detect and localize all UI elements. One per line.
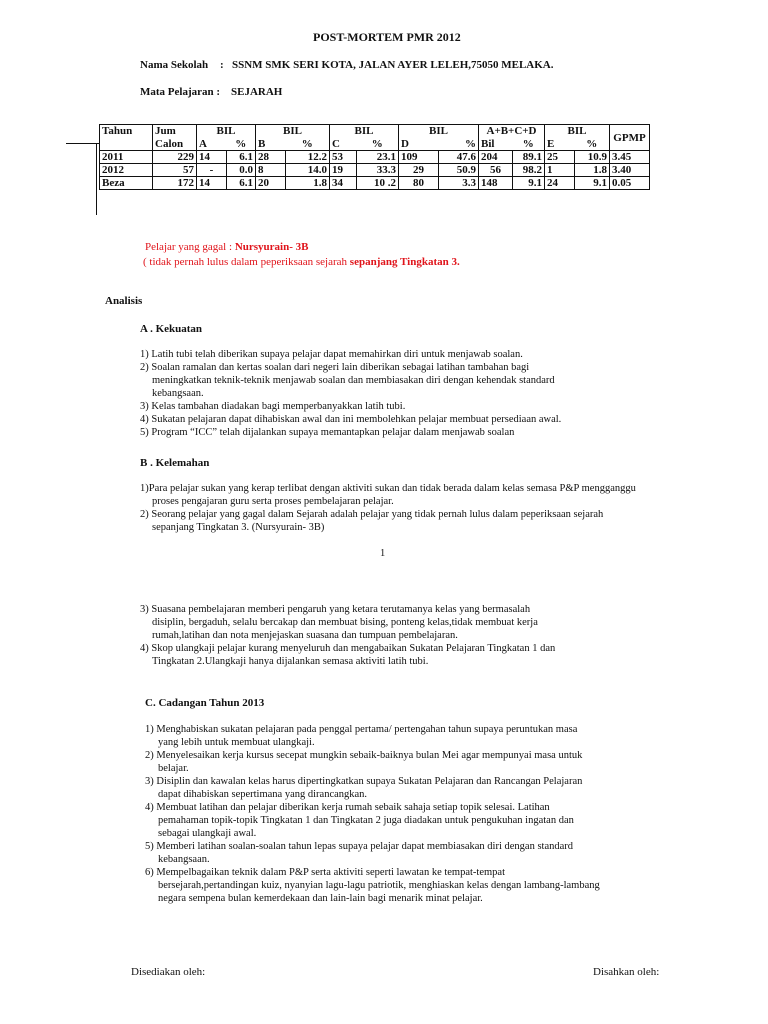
cell-a-pct: 0.0 [227, 164, 256, 177]
list-item: 5) Memberi latihan soalan-soalan tahun lepas supaya pelajar dapat membiasakan diri dengan standard [145, 841, 574, 852]
table-subheader-row [100, 138, 650, 151]
list-item: 3) Suasana pembelajaran memberi pengaruh yang ketara terutamanya kelas yang bermasalah [140, 604, 531, 615]
list-item-continuation: negara sempena bulan kemerdekaan dan lain-lain bagi menarik minat pelajar. [158, 893, 483, 904]
analisis-heading: Analisis [105, 295, 143, 307]
cell-e-pct: 10.9 [575, 151, 610, 164]
list-item-continuation: dapat dihabiskan sepertimana yang dirancangkan. [158, 789, 368, 800]
cell-a-pct: 6.1 [227, 151, 256, 164]
list-item: 1)Para pelajar sukan yang kerap terlibat dengan aktiviti sukan dan tidak berada dalam kelas semasa P&P mengganggu [140, 483, 636, 494]
list-item-continuation: yang lebih untuk membuat ulangkaji. [158, 737, 315, 748]
list-item: 5) Program “ICC” telah dijalankan supaya memantapkan pelajar dalam menjawab soalan [140, 427, 515, 438]
cell-c: 19 [330, 164, 357, 177]
subheader-d: D [399, 138, 439, 151]
kelemahan-list-page2 [140, 603, 760, 668]
header-bil-c: BIL [330, 125, 399, 139]
header-gpmp: GPMP [610, 125, 650, 151]
cell-calon: 172 [153, 177, 197, 190]
cell-a: 14 [197, 151, 227, 164]
cell-b-pct: 14.0 [286, 164, 330, 177]
header-bil-e: BIL [545, 125, 610, 139]
margin-rule [66, 143, 99, 144]
failed-name: Nursyurain- 3B [234, 241, 309, 253]
cell-b: 20 [256, 177, 286, 190]
list-item-continuation: kebangsaan. [152, 388, 204, 399]
cell-b-pct: 1.8 [286, 177, 330, 190]
cell-gpmp: 3.40 [610, 164, 650, 177]
list-item-continuation: kebangsaan. [158, 854, 210, 865]
header-bil-d: BIL [399, 125, 479, 139]
list-item-continuation: sebagai ulangkaji awal. [158, 828, 257, 839]
cell-abcd-pct: 89.1 [513, 151, 545, 164]
subheader-a: A [197, 138, 227, 151]
list-item-continuation: belajar. [158, 763, 189, 774]
cell-e: 24 [545, 177, 575, 190]
cell-d: 80 [399, 177, 439, 190]
table-header-row [100, 125, 650, 139]
cell-e: 1 [545, 164, 575, 177]
table-row-2012 [100, 164, 650, 177]
subheader-b: B [256, 138, 286, 151]
failed-note-bold: sepanjang Tingkatan 3. [349, 256, 460, 268]
cell-b: 8 [256, 164, 286, 177]
failed-note-line [143, 255, 460, 269]
cell-e-pct: 9.1 [575, 177, 610, 190]
failed-note: ( tidak pernah lulus dalam peperiksaan sejarah [143, 256, 348, 268]
cell-a: - [197, 164, 227, 177]
cell-gpmp: 0.05 [610, 177, 650, 190]
header-abcd: A+B+C+D [479, 125, 545, 139]
list-item-continuation: disiplin, bergaduh, selalu bercakap dan membuat bising, ponteng kelas,tidak membuat kerja [152, 617, 538, 628]
cell-abcd-pct: 98.2 [513, 164, 545, 177]
list-item: 2) Soalan ramalan dan kertas soalan dari negeri lain diberikan sebagai latihan tambahan bagi [140, 362, 530, 373]
page-number: 1 [380, 548, 386, 559]
list-item-continuation: proses pengajaran guru serta proses pembelajaran pelajar. [152, 496, 394, 507]
cell-d: 29 [399, 164, 439, 177]
subheader-a-pct: % [227, 138, 256, 151]
cell-d-pct: 50.9 [439, 164, 479, 177]
list-item: 1) Latih tubi telah diberikan supaya pelajar dapat memahirkan diri untuk menjawab soalan. [140, 349, 523, 360]
cell-d-pct: 47.6 [439, 151, 479, 164]
cell-c-pct: 10 .2 [357, 177, 399, 190]
cell-b: 28 [256, 151, 286, 164]
subheader-abcd-bil: Bil [479, 138, 513, 151]
list-item-continuation: meningkatkan teknik-teknik menjawab soalan dan membiasakan diri dengan kehendak standard [152, 375, 555, 386]
table-row-beza [100, 177, 650, 190]
subject-label: Mata Pelajaran : [140, 86, 221, 98]
cell-gpmp: 3.45 [610, 151, 650, 164]
cell-e-pct: 1.8 [575, 164, 610, 177]
results-table [99, 124, 650, 190]
school-colon: : [220, 59, 224, 71]
school-name: SSNM SMK SERI KOTA, JALAN AYER LELEH,75050 MELAKA. [232, 59, 554, 71]
subheader-e: E [545, 138, 575, 151]
prepared-by-label: Disediakan oleh: [131, 966, 206, 978]
list-item: 6) Mempelbagaikan teknik dalam P&P serta aktiviti seperti lawatan ke tempat-tempat [145, 867, 505, 878]
header-jum: Jum [153, 125, 197, 139]
list-item: 2) Seorang pelajar yang gagal dalam Sejarah adalah pelajar yang tidak pernah lulus dalam peperiksaan sejarah [140, 509, 604, 520]
list-item: 3) Kelas tambahan diadakan bagi memperbanyakkan latih tubi. [140, 401, 406, 412]
cell-d: 109 [399, 151, 439, 164]
margin-rule-vertical [96, 143, 97, 215]
list-item: 4) Membuat latihan dan pelajar diberikan kerja rumah sebaik sahaja setiap topik selesai. Latihan [145, 802, 550, 813]
cell-abcd: 148 [479, 177, 513, 190]
list-item: 4) Skop ulangkaji pelajar kurang menyeluruh dan mengabaikan Sukatan Pelajaran Tingkatan 1 dan [140, 643, 556, 654]
cell-calon: 229 [153, 151, 197, 164]
list-item: 3) Disiplin dan kawalan kelas harus dipertingkatkan supaya Sukatan Pelajaran dan Rancangan Pelajaran [145, 776, 583, 787]
subheader-calon: Calon [153, 138, 197, 151]
list-item: 1) Menghabiskan sukatan pelajaran pada penggal pertama/ pertengahan tahun supaya peruntukan masa [145, 724, 578, 735]
kekuatan-heading: A . Kekuatan [140, 323, 203, 335]
cell-c: 53 [330, 151, 357, 164]
cell-a-pct: 6.1 [227, 177, 256, 190]
list-item: 4) Sukatan pelajaran dapat dihabiskan awal dan ini membolehkan pelajar membuat persediaan awal. [140, 414, 562, 425]
subheader-d-pct: % [439, 138, 479, 151]
header-bil-a: BIL [197, 125, 256, 139]
table-row-2011 [100, 151, 650, 164]
header-bil-b: BIL [256, 125, 330, 139]
cell-abcd: 204 [479, 151, 513, 164]
subheader-blank [100, 138, 153, 151]
kelemahan-heading: B . Kelemahan [140, 457, 210, 469]
cell-b-pct: 12.2 [286, 151, 330, 164]
failed-label: Pelajar yang gagal : [145, 241, 233, 253]
cadangan-list [145, 723, 760, 905]
cell-c-pct: 23.1 [357, 151, 399, 164]
cell-c: 34 [330, 177, 357, 190]
approved-by-label: Disahkan oleh: [593, 966, 660, 978]
subject-name: SEJARAH [231, 86, 283, 98]
list-item: 2) Menyelesaikan kerja kursus secepat mungkin sebaik-baiknya bulan Mei agar mempunyai masa untuk [145, 750, 583, 761]
kelemahan-list-page1 [140, 482, 760, 534]
list-item-continuation: pemahaman topik-topik Tingkatan 1 dan Tingkatan 2 juga diadakan untuk pengukuhan ingatan dan [158, 815, 574, 826]
document-title: POST-MORTEM PMR 2012 [313, 30, 461, 44]
list-item-continuation: bersejarah,pertandingan kuiz, nyanyian lagu-lagu patriotik, menghiaskan kelas dengan lambang-lambang [158, 880, 600, 891]
cell-tahun: 2012 [100, 164, 153, 177]
cell-e: 25 [545, 151, 575, 164]
school-label: Nama Sekolah [140, 59, 209, 71]
cell-abcd-pct: 9.1 [513, 177, 545, 190]
cell-calon: 57 [153, 164, 197, 177]
cell-d-pct: 3.3 [439, 177, 479, 190]
subheader-c-pct: % [357, 138, 399, 151]
cell-a: 14 [197, 177, 227, 190]
cell-abcd: 56 [479, 164, 513, 177]
subheader-b-pct: % [286, 138, 330, 151]
cadangan-heading: C. Cadangan Tahun 2013 [145, 697, 265, 709]
subheader-e-pct: % [575, 138, 610, 151]
cell-c-pct: 33.3 [357, 164, 399, 177]
list-item-continuation: sepanjang Tingkatan 3. (Nursyurain- 3B) [152, 522, 325, 533]
header-tahun: Tahun [100, 125, 153, 139]
list-item-continuation: rumah,latihan dan nota menjejaskan suasana dan tumpuan pembelajaran. [152, 630, 458, 641]
failed-student-line [145, 240, 308, 254]
cell-tahun: Beza [100, 177, 153, 190]
subheader-c: C [330, 138, 357, 151]
kekuatan-list [140, 348, 760, 439]
list-item-continuation: Tingkatan 2.Ulangkaji hanya dijalankan semasa aktiviti latih tubi. [152, 656, 429, 667]
cell-tahun: 2011 [100, 151, 153, 164]
subheader-abcd-pct: % [513, 138, 545, 151]
